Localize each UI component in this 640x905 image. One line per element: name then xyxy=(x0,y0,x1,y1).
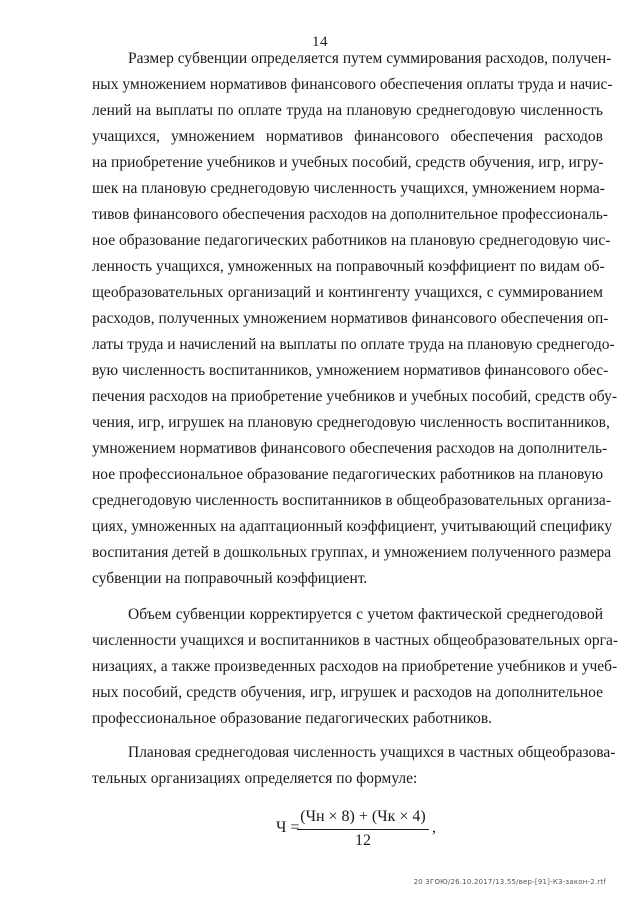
text-line: расходов, полученных умножением нормативов финансового обеспечения оп- xyxy=(92,310,609,327)
text-line: ное образование педагогических работников на плановую среднегодовую чис- xyxy=(92,232,611,249)
text-line: вую численность воспитанников, умножением нормативов финансового обес- xyxy=(92,362,609,379)
text-line: циях, умноженных на адаптационный коэффициент, учитывающий специфику xyxy=(92,518,613,535)
text-line: низациях, а также произведенных расходов на приобретение учебников и учеб- xyxy=(92,658,618,675)
text-line: Плановая среднегодовая численность учащихся в частных общеобразова- xyxy=(128,744,616,761)
text-line: тивов финансового обеспечения расходов на дополнительное профессиональ- xyxy=(92,206,608,223)
text-line: тельных организациях определяется по формуле: xyxy=(92,770,418,787)
formula-denominator: 12 xyxy=(355,832,371,849)
text-line: умножением нормативов финансового обеспечения расходов на дополнитель- xyxy=(92,440,608,457)
fraction-bar xyxy=(297,829,429,830)
text-line: ных умножением нормативов финансового обеспечения оплаты труда и начис- xyxy=(92,76,613,93)
page-number: 14 xyxy=(312,34,328,50)
formula-lhs: Ч = xyxy=(276,819,300,836)
text-line: субвенции на поправочный коэффициент. xyxy=(92,570,368,587)
text-line: среднегодовую численность воспитанников в общеобразовательных организа- xyxy=(92,492,611,509)
formula-trailing-comma: , xyxy=(432,819,436,836)
text-line: латы труда и начислений на выплаты по оплате труда на плановую среднегодо- xyxy=(92,336,615,353)
text-line: ных пособий, средств обучения, игр, игрушек и расходов на дополнительное xyxy=(92,684,603,701)
text-line: щеобразовательных организаций и контингенту учащихся, с суммированием xyxy=(92,284,603,301)
text-line: печения расходов на приобретение учебников и учебных пособий, средств обу- xyxy=(92,388,617,405)
formula-numerator: (Чн × 8) + (Чк × 4) xyxy=(300,808,426,825)
text-line: ленность учащихся, умноженных на поправочный коэффициент по видам об- xyxy=(92,258,605,275)
text-line: Размер субвенции определяется путем суммирования расходов, получен- xyxy=(128,50,612,67)
text-line: учащихся, умножением нормативов финансового обеспечения расходов xyxy=(92,128,603,145)
text-line: чения, игр, игрушек на плановую среднегодовую численность воспитанников, xyxy=(92,414,610,431)
formula xyxy=(276,808,456,853)
document-footer-code: 20 ЗГОЮ/26.10.2017/13.55/вер-[91]-КЗ-закон-2.rtf xyxy=(413,878,606,886)
text-line: лений на выплаты по оплате труда на плановую среднегодовую численность xyxy=(92,102,603,119)
text-line: ное профессиональное образование педагогических работников на плановую xyxy=(92,466,604,483)
text-line: Объем субвенции корректируется с учетом фактической среднегодовой xyxy=(128,606,603,623)
text-line: воспитания детей в дошкольных группах, и умножением полученного размера xyxy=(92,544,612,561)
text-line: численности учащихся и воспитанников в частных общеобразовательных орга- xyxy=(92,632,619,649)
text-line: шек на плановую среднегодовую численность учащихся, умножением норма- xyxy=(92,180,605,197)
text-line: на приобретение учебников и учебных пособий, средств обучения, игр, игру- xyxy=(92,154,604,171)
text-line: профессиональное образование педагогических работников. xyxy=(92,710,493,727)
